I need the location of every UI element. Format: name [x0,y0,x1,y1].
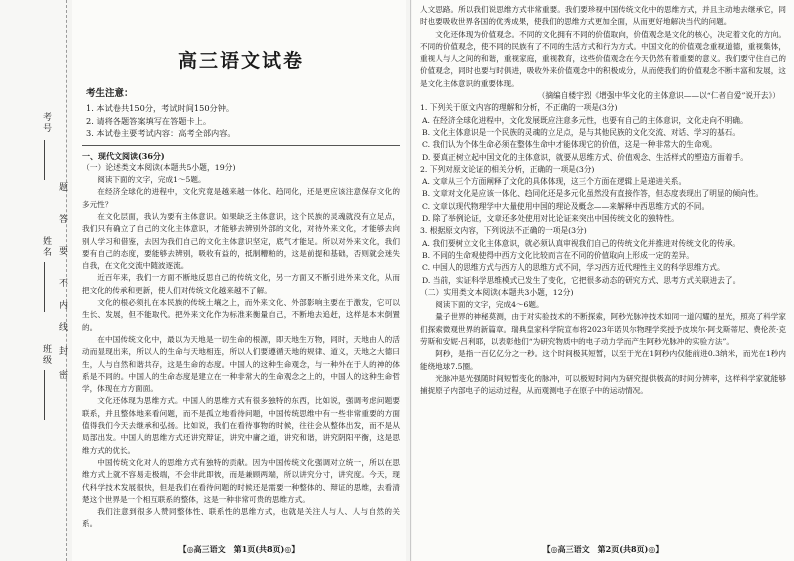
seal-char-7: 封 [57,346,67,357]
reading-instruction-1: 阅读下面的文字，完成1～5题。 [97,175,206,185]
notice-line-1: 1. 本试卷共150分，考试时间150分钟。 [86,103,235,113]
notice-divider [82,145,400,146]
column-divider [410,0,411,561]
reading-instruction-2: 阅读下面的文字，完成4～6题。 [435,300,544,310]
question-1-option-d: D. 要真正树立起中国文化的主体意识，就要从思维方式、价值观念、生活样式的塑造方面着手。 [422,152,748,162]
passage-paragraph: 在经济全球化的进程中，文化究竟是越来越一体化、趋同化，还是更应该注意保存文化的多元性？ [82,187,400,209]
question-1: 1. 下列关于原文内容的理解和分析，不正确的一项是(3分) [420,103,618,113]
seal-char-6: 线 [57,322,67,333]
banji-label: 班级 [41,344,51,366]
seal-char-2: 答 [57,214,67,225]
passage-paragraph: 人文思路。所以我们说思维方式非常重要。我们要珍视中国传统文化中的思维方式，并且主动地去继承它，同时也要吸收世界各国的优秀成果，使我们的思维方式更加全面，从而更好地解决当代的问题。 [420,5,786,27]
notice-line-2: 2. 请将各题答案填写在答题卡上。 [86,115,212,126]
passage-paragraph: 阿秒，是指一百亿亿分之一秒。这个时间极其短暂，以至于光在1阿秒内仅能前进0.3纳米，而光在1秒内能绕地球7.5圈。 [420,349,786,371]
seal-char-1: 题 [57,182,67,193]
banji-line [44,370,45,420]
passage-paragraph: 中国传统文化对人的思维方式有独特的贡献。因为中国传统文化强调对立统一，所以在思维方式上就不容易走极端，不会非此即彼，而是兼顾两端，所以讲究分寸，讲究度。今天，现代科学技术发展很快，但是我们在看待问题的时候还是需要一种整体的、辩证的思维，去看清楚这个世界是一个相互联系的整体，这是一种非常可贵的思维方式。 [82,457,400,504]
seal-char-3: 要 [57,246,67,257]
subsection-heading-2: （二）实用类文本阅读(本题共3小题，12分) [420,287,574,297]
question-2-option-a: A. 文章从三个方面阐释了文化的具体体现，这三个方面在逻辑上是递进关系。 [422,177,687,187]
question-3: 3. 根据原文内容，下列说法不正确的一项是(3分) [420,226,587,236]
section-heading-1: 一、现代文阅读(36分) [82,150,165,161]
question-3-option-a: A. 我们要树立文化主体意识，就必须认真审视我们自己的传统文化并推进对传统文化的传承。 [422,238,740,248]
question-3-option-c: C. 中国人的思维方式与西方人的思维方式不同，学习西方近代理性主义的科学思维方式。 [422,263,725,273]
passage-paragraph: 我们注意到很多人赞同整体性、联系性的思维方式，也就是关注人与人、人与自然的关系。 [82,507,400,529]
xingming-line [44,262,45,312]
passage-paragraph: 光脉冲是光强随时间短暂变化的脉冲，可以极短时间内为研究提供极高的时间分辨率，这样科学家就能够捕捉原子内部电子的运动过程，从而观测电子在原子中的运动情况。 [420,373,786,396]
passage-paragraph: 在文化层面，我认为要有主体意识。如果缺乏主体意识，这个民族的灵魂就没有立足点，我们只有确立了自己的文化主体意识，才能够去辨别外部的文化，对待外来文化，才能够去向别人学习和借鉴，去因为我们自己的文化主体意识坚定，底气才能足。所以对外来文化，我们要有自己的态度，要能够去辨别，吸收有益的，抵制糟粕的，这是前提和基础，否则就会迷失自我，在文化交流中随波逐流。 [82,211,400,271]
page-footer-1: 【◎高三语文 第1页(共8页)◎】 [178,544,300,554]
passage-paragraph: 量子世界的神秘莫测，由于对实验技术的不断探索，阿秒光脉冲技术如同一道闪耀的星光，照亮了科学家们探索微观世界的新篇章。瑞典皇家科学院宣布将2023年诺贝尔物理学奖授予皮埃尔·阿戈斯蒂尼、费伦茨·克劳斯和安妮·吕利耶，以表彰他们“为研究物质中的电子动力学而产生阿秒光脉冲的实验方法”。 [420,312,786,347]
question-3-option-b: B. 不同的生命观使得中西方文化比较而言在不同的价值取向上形成一定的差异。 [422,250,694,260]
question-2-option-b: B. 文章对文化是应该一体化、趋同化还是多元化虽然没有直接作答，但态度表现出了明显的倾向性。 [422,189,764,199]
passage-paragraph: 文化还体现为价值观念。不同的文化拥有不同的价值取向，价值观念是文化的核心，决定着文化的方向。不同的价值观念，使不同的民族有了不同的生活方式和行为方式。中国文化的价值观念重视道德，重视集体，重视人与人之间的和谐，重视家庭，重视教育，这些价值观念在今天仍然有着重要的意义。我们要守住自己的价值观念，同时也要与时俱进，吸收外来价值观念中的积极成分，从而使我们的价值观念不断丰富和发展，这是文化主体意识的重要体现。 [420,29,786,88]
seal-char-8: 密 [57,370,67,381]
question-1-option-a: A. 在经济全球化进程中，文化发展既应注意多元性，也要有自己的主体意识，文化走向不明确。 [422,115,748,125]
page-1-column [72,0,406,561]
passage-paragraph: 在中国传统文化中，最以为天地是一切生命的根源，即天地生万物，同时，天地由人的活动而显现出来，所以人的生命与天地相连，所以人们要遵循天地的规律、道义，天地之大德曰生，人与自然和谐共存，这是生命的态度。中国人的这种生命观念，与一种外在于人的神的体系是不同的。中国人的生命态度是建立在一种非常大的生命观念之上的，中国人的这种生命哲学，体现在方方面面。 [82,334,400,394]
seal-char-4: 不 [57,278,67,289]
page-2-column [412,0,794,561]
passage-paragraph: 文化的根必须扎在本民族的传统土壤之上，而外来文化、外部影响主要在于激发，它可以生长、发展，但不能取代。把外来文化作为标准来衡量自己，不断地去追赶，这样是本末倒置的。 [82,298,400,332]
binding-margin [0,0,67,561]
question-1-option-b: B. 文化主体意识是一个民族的灵魂的立足点，是与其他民族的文化交流、对话、学习的基石。 [422,127,741,137]
xingming-label: 姓名 [41,236,51,258]
page-footer-2: 【◎高三语文 第2页(共8页)◎】 [542,544,664,554]
kaohao-line [44,140,45,180]
passage-paragraph: 近百年来，我们一方面不断地反思自己的传统文化，另一方面又不断引进外来文化，从而把文化的传承和更新，使人们对传统文化越来越不了解。 [82,273,400,295]
notice-line-3: 3. 本试卷主要考试内容：高考全部内容。 [86,128,236,138]
subsection-heading-1: （一）论述类文本阅读(本题共5小题，19分) [82,162,236,172]
question-2: 2. 下列对原文论证的相关分析，正确的一项是(3分) [420,164,595,174]
notice-heading: 考生注意： [86,88,134,99]
seal-char-5: 内 [57,300,67,311]
question-2-option-d: D. 除了举例论证，文章还多处使用对比论证来突出中国传统文化的独特性。 [422,214,679,224]
passage-paragraph: 文化还体现为思维方式。中国人的思维方式有很多独特的东西，比如说，强调考虑问题要联系，并且整体地来看问题，而不是孤立地看待问题，中国传统思维中有一些非常重要的方面值得我们今天去继承和弘扬。比如说，我们在看待事物的时候，往往会从整体出发，而不是从局部出发。中国人的思维方式还讲究辩证，讲究中庸之道，讲究和谐，讲究阴阳平衡，这是思维方式的优长。 [82,396,400,455]
kaohao-label: 考号 [41,112,51,134]
exam-title: 高三语文试卷 [177,50,304,72]
passage-source: （摘编自楼宇烈《增强中华文化的主体意识——以“仁者自爱”说开去》） [537,91,780,101]
question-3-option-d: D. 当前，实证科学思维模式已发生了变化，它把很多动态的研究方式、思考方式关联进去了。 [422,275,741,285]
question-1-option-c: C. 我们认为个体生命必须在整体生命中才能体现它的价值，这是一种非常大的生命观。 [422,140,717,150]
question-2-option-c: C. 文章以现代物理学中大量使用中国的理论及概念——来解释中西思维方式的不同。 [422,201,710,211]
